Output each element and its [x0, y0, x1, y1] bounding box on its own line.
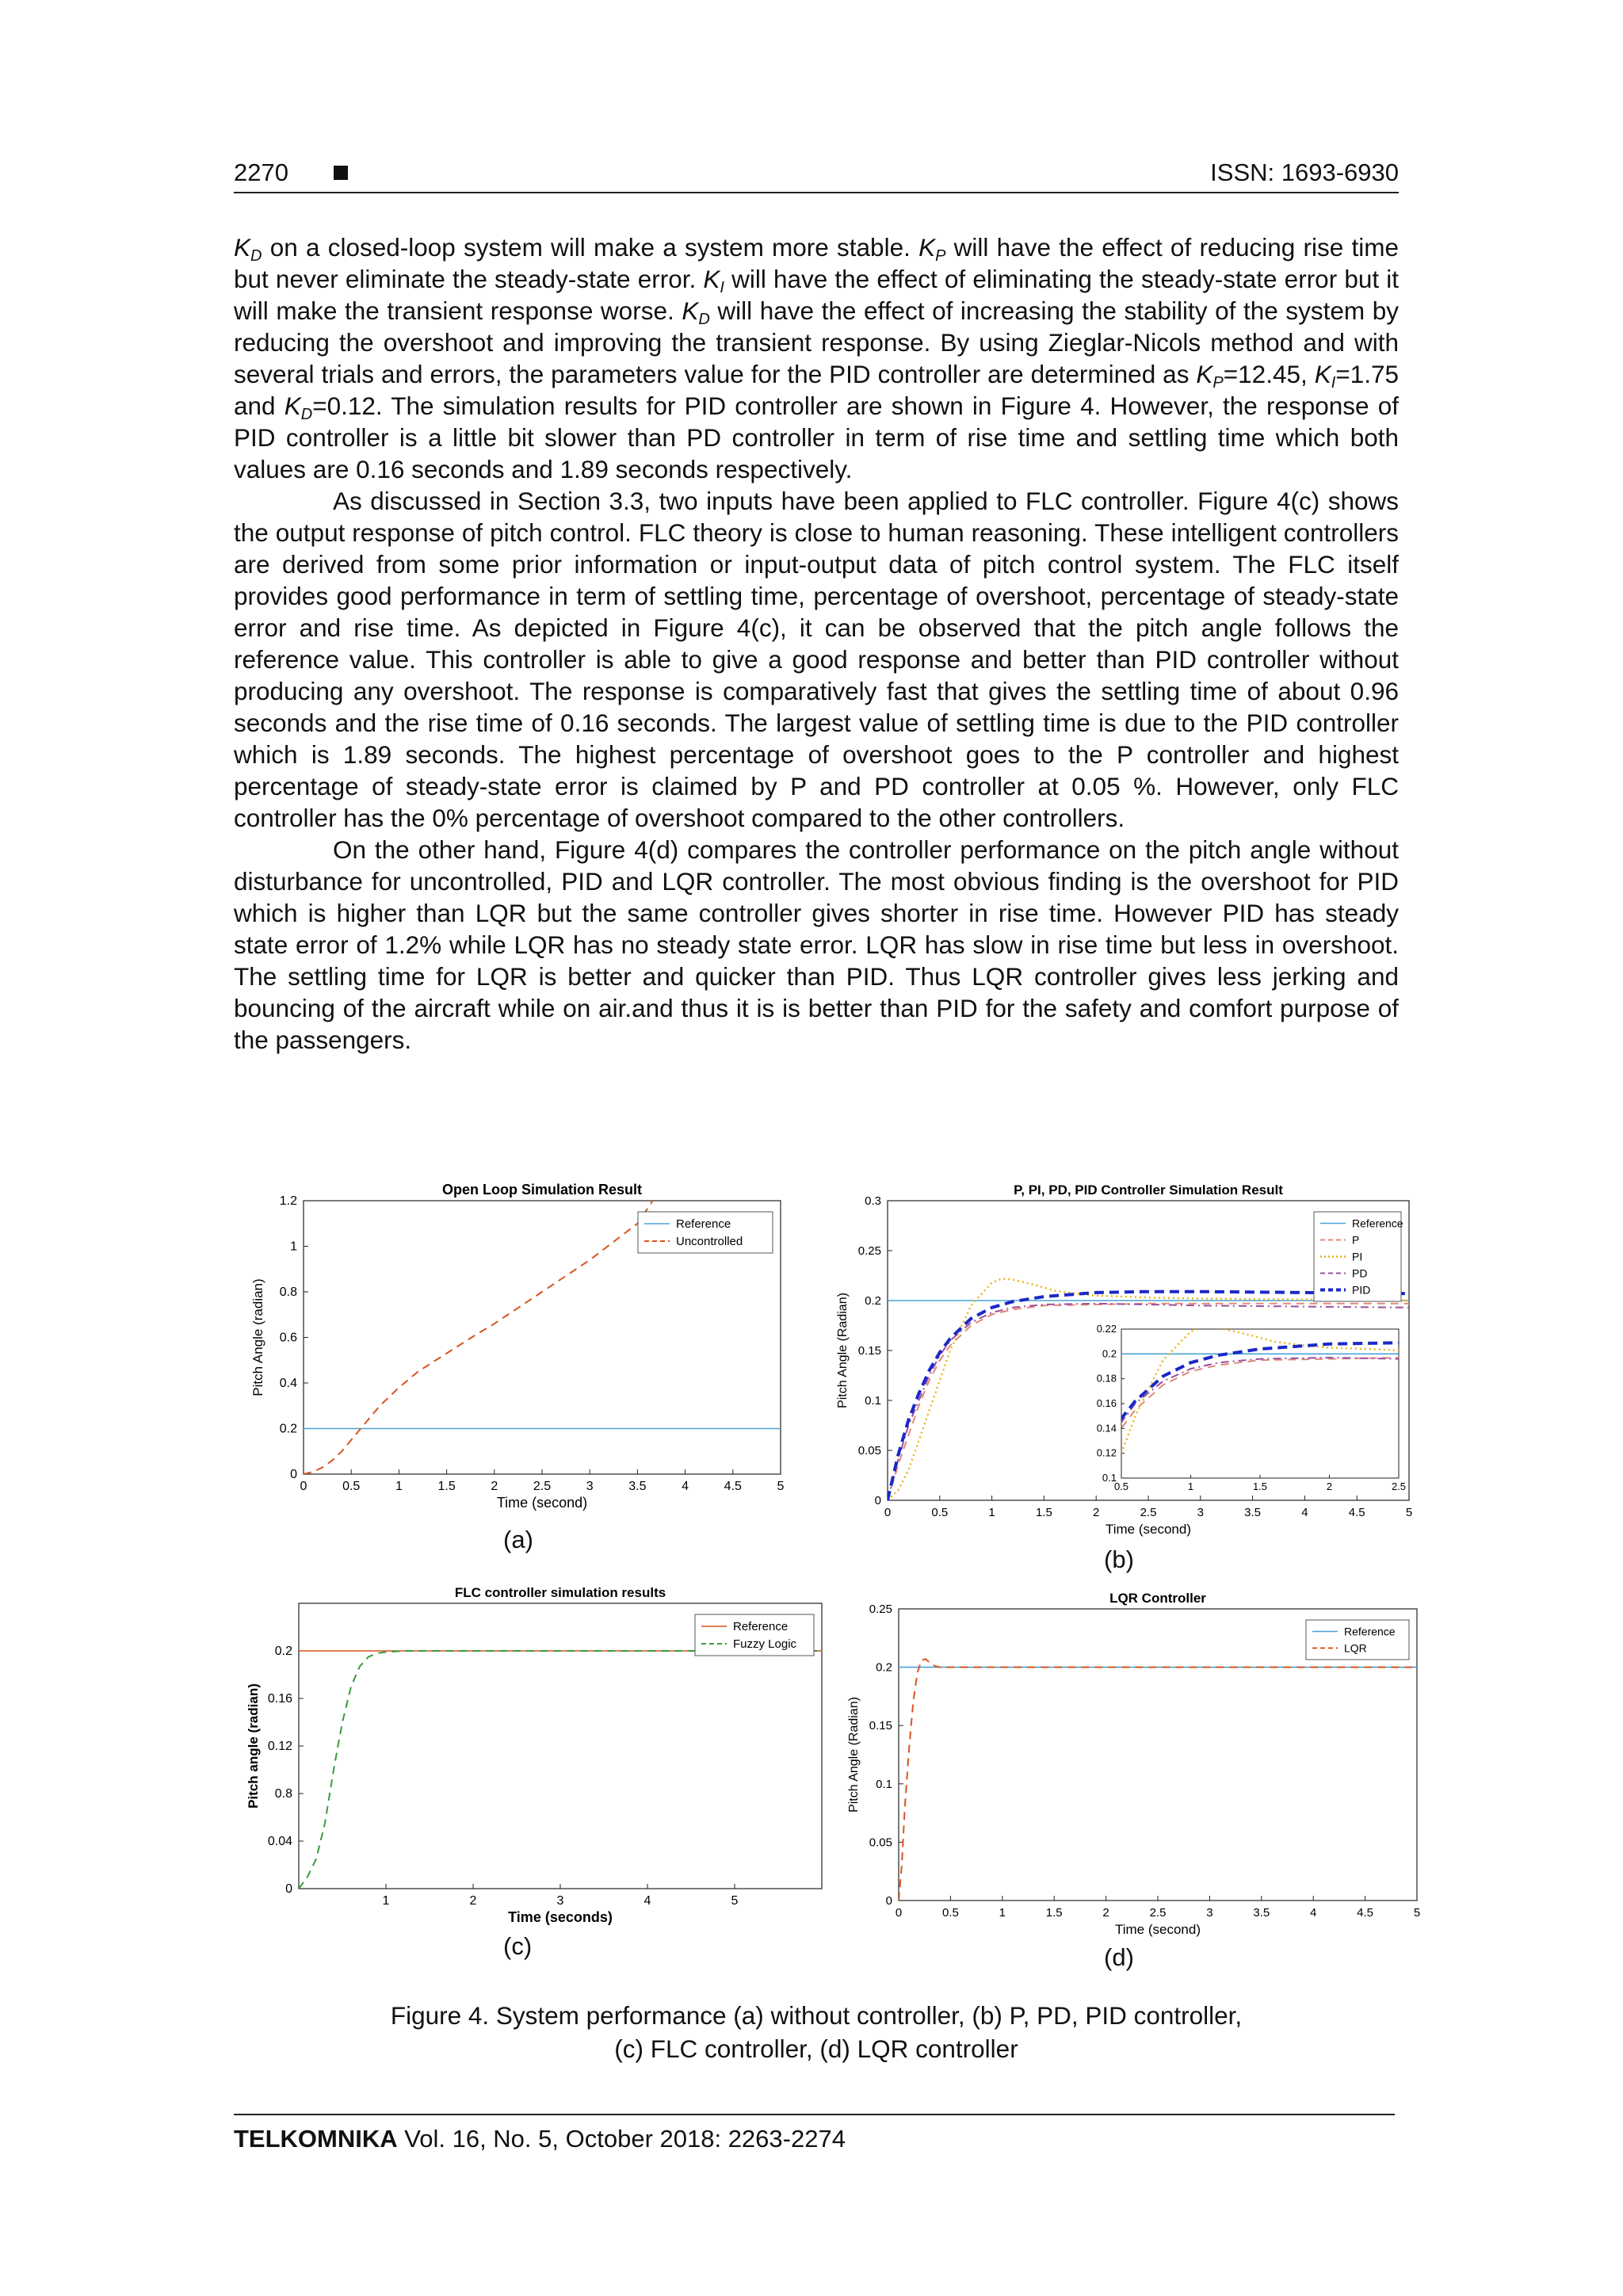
x-tick-label: 3.5 [1253, 1906, 1270, 1920]
x-tick-label: 2 [469, 1894, 477, 1908]
x-tick-label: 1.5 [437, 1480, 456, 1493]
text-run: will have the effect of increasing the stability of the system by reducing the overshoot and improving the transient response. By using Zieglar-Nicols method and with several trials and errors, the parameters value for the PID controller are determined as [234, 296, 1399, 388]
y-tick-label: 0.15 [869, 1719, 892, 1733]
x-tick-label: 0 [884, 1506, 892, 1519]
x-tick-label: 1 [999, 1906, 1006, 1920]
x-tick-label: 1 [382, 1894, 390, 1908]
inset-y-tick-label: 0.16 [1096, 1397, 1117, 1409]
chart-c [234, 1576, 836, 1940]
inset-y-tick-label: 0.1 [1102, 1472, 1117, 1484]
italic-symbol: K [682, 296, 699, 325]
x-tick-label: 3 [1206, 1906, 1213, 1920]
x-tick-label: 4 [643, 1894, 651, 1908]
text-run: As discussed in Section 3.3, two inputs have been applied to FLC controller. Figure 4(c) shows the output response of pitch control. FLC theory is close to human reasoning. These intelligent controllers are derived from some prior information or input-output data of pitch control system. The FLC itself provides good performance in term of settling time, percentage of overshoot, percentage of steady-state error and rise time. As depicted in Figure 4(c), it can be observed that the pitch angle follows the reference value. This controller is able to give a good response and better than PID controller without producing any overshoot. The response is comparatively fast that gives the settling time of about 0.96 seconds and the rise time of 0.16 seconds. The largest value of settling time is due to the PID controller which is 1.89 seconds. The highest percentage of overshoot goes to the P controller and highest percentage of steady-state error is claimed by P and PD controller at 0.05 %. However, only FLC controller has the 0% percentage of overshoot compared to the other controllers. [234, 487, 1399, 832]
x-tick-label: 3.5 [628, 1480, 647, 1493]
x-axis-label: Time (second) [496, 1495, 588, 1511]
x-tick-label: 0 [895, 1906, 903, 1920]
y-tick-label: 0.05 [869, 1836, 892, 1850]
subscript: D [698, 311, 710, 328]
x-tick-label: 3.5 [1244, 1506, 1262, 1519]
y-tick-label: 1 [290, 1240, 297, 1254]
subfigure-label-d: (d) [1104, 1943, 1134, 1971]
inset-y-tick-label: 0.22 [1096, 1323, 1117, 1335]
figure-caption [234, 1999, 1399, 2065]
text-run: =12.45, [1223, 360, 1315, 388]
subfigure-label-b: (b) [1104, 1545, 1134, 1573]
subscript: I [720, 279, 724, 296]
x-tick-label: 1.5 [1045, 1906, 1063, 1920]
legend-label: PD [1352, 1266, 1368, 1280]
chart-b [836, 1181, 1433, 1545]
italic-symbol: K [1314, 360, 1331, 388]
x-tick-label: 4 [682, 1480, 689, 1493]
y-tick-label: 1.2 [279, 1194, 297, 1208]
inset-x-tick-label: 2 [1326, 1480, 1333, 1492]
italic-symbol: K [1196, 360, 1213, 388]
x-tick-label: 0.5 [342, 1480, 361, 1493]
text-run: will have the effect of reducing rise time but never eliminate the steady-state error. [234, 233, 1400, 293]
y-tick-label: 0.16 [267, 1692, 292, 1706]
y-tick-label: 0 [290, 1468, 297, 1481]
y-tick-label: 0.8 [274, 1787, 292, 1801]
page-number: 2270 [234, 159, 288, 186]
y-tick-label: 0.04 [267, 1835, 292, 1848]
figure-c [234, 1576, 836, 1940]
subscript: I [1331, 374, 1336, 392]
issn: ISSN: 1693-6930 [1210, 159, 1399, 186]
x-tick-label: 2.5 [1140, 1506, 1157, 1519]
x-tick-label: 3 [556, 1894, 564, 1908]
legend-label: Reference [1352, 1217, 1403, 1230]
x-tick-label: 0 [300, 1480, 307, 1493]
x-tick-label: 5 [731, 1894, 739, 1908]
inset-x-tick-label: 1 [1187, 1480, 1194, 1492]
legend-label: Fuzzy Logic [733, 1637, 797, 1651]
chart-a [234, 1177, 804, 1526]
legend-label: PID [1352, 1283, 1371, 1297]
page-header [234, 159, 1399, 193]
subscript: P [1212, 374, 1224, 392]
subscript: D [300, 406, 313, 423]
figure-a [234, 1177, 804, 1526]
inset-y-tick-label: 0.2 [1102, 1347, 1117, 1360]
caption-line-1: Figure 4. System performance (a) without controller, (b) P, PD, PID controller, [390, 2001, 1243, 2030]
page-footer [234, 2114, 1395, 2153]
y-tick-label: 0.1 [876, 1777, 892, 1791]
y-axis-label: Pitch Angle (Radian) [847, 1697, 861, 1813]
italic-symbol: K [703, 265, 720, 293]
text-run: On the other hand, Figure 4(d) compares the controller performance on the pitch angle without disturbance for uncontrolled, PID and LQR controller. The most obvious finding is the overshoot for PID which is higher than LQR but the same controller gives shorter in rise time. However PID has steady state error of 1.2% while LQR has no steady state error. LQR has slow in rise time but less in overshoot. The settling time for LQR is better and quicker than PID. Thus LQR controller gives less jerking and bouncing of the aircraft while on air.and thus it is is better than PID for the safety and comfort purpose of the passengers. [234, 835, 1399, 1054]
y-tick-label: 0 [285, 1882, 292, 1896]
x-tick-label: 4.5 [724, 1480, 742, 1493]
chart-title: Open Loop Simulation Result [442, 1182, 642, 1198]
text-run: =0.12. The simulation results for PID controller are shown in Figure 4. However, the response of PID controller is a little bit slower than PD controller in term of rise time and settling time which both values are 0.16 seconds and 1.89 seconds respectively. [234, 392, 1399, 483]
x-tick-label: 3 [1197, 1506, 1204, 1519]
x-tick-label: 5 [777, 1480, 785, 1493]
inset-x-tick-label: 1.5 [1252, 1480, 1268, 1492]
y-axis-label: Pitch Angle (Radian) [836, 1293, 850, 1408]
inset-y-tick-label: 0.12 [1096, 1446, 1117, 1459]
y-tick-label: 0.12 [267, 1740, 292, 1753]
x-tick-label: 4.5 [1357, 1906, 1374, 1920]
journal-name: TELKOMNIKA [234, 2125, 398, 2153]
x-tick-label: 2 [1102, 1906, 1109, 1920]
y-tick-label: 0.2 [876, 1660, 892, 1675]
y-tick-label: 0.2 [274, 1645, 292, 1658]
legend-label: Reference [733, 1620, 789, 1633]
y-tick-label: 0.15 [857, 1344, 881, 1358]
x-tick-label: 1 [988, 1506, 995, 1519]
subfigure-label-a: (a) [503, 1526, 533, 1553]
subscript: P [935, 247, 946, 265]
legend-label: P [1352, 1233, 1360, 1247]
figure-d [846, 1585, 1433, 1937]
x-tick-label: 2 [1093, 1506, 1100, 1519]
y-axis-label: Pitch Angle (radian) [250, 1278, 265, 1396]
x-axis-label: Time (second) [1105, 1522, 1192, 1537]
y-tick-label: 0.3 [865, 1194, 881, 1208]
x-tick-label: 5 [1405, 1506, 1413, 1519]
x-tick-label: 4 [1301, 1506, 1308, 1519]
legend-label: Uncontrolled [676, 1235, 743, 1248]
inset-y-tick-label: 0.14 [1096, 1422, 1117, 1435]
legend-label: LQR [1344, 1641, 1367, 1655]
subscript: D [250, 247, 262, 265]
x-tick-label: 2.5 [533, 1480, 552, 1493]
paragraph [234, 834, 1399, 1056]
paragraph [234, 231, 1399, 485]
y-tick-label: 0.1 [865, 1394, 881, 1408]
x-tick-label: 2.5 [1149, 1906, 1167, 1920]
y-tick-label: 0 [885, 1894, 892, 1908]
journal-info: Vol. 16, No. 5, October 2018: 2263-2274 [397, 2125, 846, 2153]
square-bullet-icon [334, 166, 348, 180]
x-tick-label: 5 [1413, 1906, 1421, 1920]
x-tick-label: 0.5 [941, 1906, 959, 1920]
italic-symbol: K [918, 233, 936, 262]
chart-title: FLC controller simulation results [454, 1585, 666, 1600]
x-tick-label: 2 [491, 1480, 498, 1493]
italic-symbol: K [284, 392, 301, 420]
y-tick-label: 0.8 [279, 1286, 297, 1299]
x-tick-label: 4.5 [1348, 1506, 1365, 1519]
body-text [234, 231, 1399, 1056]
y-tick-label: 0.25 [857, 1244, 881, 1258]
x-axis-label: Time (second) [1114, 1922, 1201, 1937]
legend-label: Reference [1344, 1625, 1396, 1638]
y-axis-label: Pitch angle (radian) [246, 1683, 261, 1809]
italic-symbol: K [234, 233, 251, 262]
y-tick-label: 0.2 [865, 1294, 881, 1308]
x-tick-label: 1 [395, 1480, 403, 1493]
text-run: will have the effect of eliminating the steady-state error but it will make the transient response worse. [234, 265, 1399, 325]
inset-plot-area [1121, 1329, 1399, 1478]
x-tick-label: 1.5 [1035, 1506, 1052, 1519]
text-run: =1.75 and [234, 360, 1399, 420]
y-tick-label: 0.25 [869, 1603, 892, 1616]
paragraph [234, 485, 1399, 834]
inset-y-tick-label: 0.18 [1096, 1372, 1117, 1385]
y-tick-label: 0.6 [279, 1331, 297, 1345]
legend-label: Reference [676, 1217, 731, 1231]
inset-x-tick-label: 2.5 [1391, 1480, 1407, 1492]
y-tick-label: 0.2 [279, 1422, 297, 1436]
caption-line-2: (c) FLC controller, (d) LQR controller [614, 2034, 1018, 2063]
x-tick-label: 0.5 [931, 1506, 949, 1519]
subfigure-label-c: (c) [503, 1932, 533, 1960]
legend-label: PI [1352, 1250, 1363, 1263]
figure-b [836, 1181, 1433, 1545]
y-tick-label: 0 [874, 1494, 881, 1507]
y-tick-label: 0.05 [857, 1444, 881, 1457]
x-axis-label: Time (seconds) [508, 1909, 613, 1925]
inset-x-tick-label: 0.5 [1113, 1480, 1129, 1492]
y-tick-label: 0.4 [279, 1377, 297, 1390]
text-run: on a closed-loop system will make a system more stable. [262, 233, 919, 262]
chart-title: P, PI, PD, PID Controller Simulation Result [1014, 1182, 1283, 1198]
chart-title: LQR Controller [1109, 1591, 1206, 1606]
chart-d [846, 1585, 1433, 1937]
x-tick-label: 4 [1310, 1906, 1317, 1920]
x-tick-label: 3 [586, 1480, 594, 1493]
